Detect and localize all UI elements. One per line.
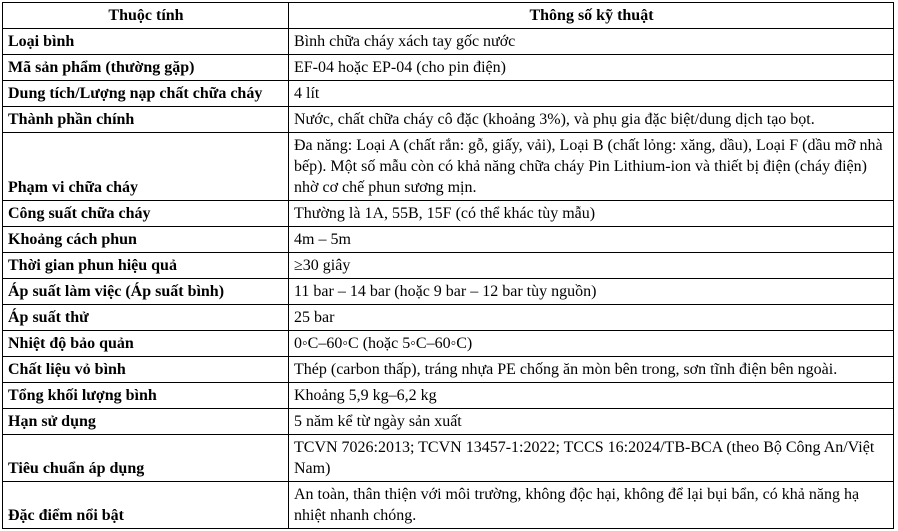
table-row: [3, 107, 894, 133]
row-label: Chất liệu vỏ bình: [3, 357, 289, 383]
row-label: Phạm vi chữa cháy: [3, 133, 289, 201]
table-row: [3, 201, 894, 227]
table-row: [3, 357, 894, 383]
row-value: EF-04 hoặc EP-04 (cho pin điện): [289, 55, 894, 81]
table-row: [3, 435, 894, 482]
row-label: Tiêu chuẩn áp dụng: [3, 435, 289, 482]
table-row: [3, 383, 894, 409]
row-value: ≥30 giây: [289, 253, 894, 279]
table-row: [3, 279, 894, 305]
row-label: Thành phần chính: [3, 107, 289, 133]
row-value: Thép (carbon thấp), tráng nhựa PE chống ăn mòn bên trong, sơn tĩnh điện bên ngoài.: [289, 357, 894, 383]
row-label: Khoảng cách phun: [3, 227, 289, 253]
table-row: [3, 331, 894, 357]
row-label: Thời gian phun hiệu quả: [3, 253, 289, 279]
table-row: [3, 409, 894, 435]
row-label: Đặc điểm nổi bật: [3, 482, 289, 529]
row-label: Loại bình: [3, 29, 289, 55]
row-value: 5 năm kể từ ngày sản xuất: [289, 409, 894, 435]
table-row: [3, 305, 894, 331]
row-label: Mã sản phẩm (thường gặp): [3, 55, 289, 81]
row-value: 4 lít: [289, 81, 894, 107]
row-value: An toàn, thân thiện với môi trường, không độc hại, không để lại bụi bẩn, có khả năng hạ nhiệt nhanh chóng.: [289, 482, 894, 529]
table-row: [3, 133, 894, 201]
row-value: 0◦C–60◦C (hoặc 5◦C–60◦C): [289, 331, 894, 357]
row-label: Tổng khối lượng bình: [3, 383, 289, 409]
row-value: TCVN 7026:2013; TCVN 13457-1:2022; TCCS 16:2024/TB-BCA (theo Bộ Công An/Việt Nam): [289, 435, 894, 482]
specs-table: [2, 2, 894, 529]
column-header-attribute: Thuộc tính: [3, 3, 289, 29]
table-header-row: [3, 3, 894, 29]
column-header-specs: Thông số kỹ thuật: [289, 3, 894, 29]
row-value: Bình chữa cháy xách tay gốc nước: [289, 29, 894, 55]
row-value: Đa năng: Loại A (chất rắn: gỗ, giấy, vải), Loại B (chất lỏng: xăng, dầu), Loại F (dầu mỡ nhà bếp). Một số mẫu còn có khả năng chữa cháy Pin Lithium-ion và thiết bị điện (cháy điện) nhờ cơ chế phun sương mịn.: [289, 133, 894, 201]
row-label: Áp suất thử: [3, 305, 289, 331]
row-value: 4m – 5m: [289, 227, 894, 253]
table-row: [3, 81, 894, 107]
row-value: 25 bar: [289, 305, 894, 331]
row-label: Công suất chữa cháy: [3, 201, 289, 227]
row-value: 11 bar – 14 bar (hoặc 9 bar – 12 bar tùy nguồn): [289, 279, 894, 305]
row-value: Khoảng 5,9 kg–6,2 kg: [289, 383, 894, 409]
row-label: Áp suất làm việc (Áp suất bình): [3, 279, 289, 305]
table-row: [3, 29, 894, 55]
table-row: [3, 253, 894, 279]
row-label: Nhiệt độ bảo quản: [3, 331, 289, 357]
row-value: Nước, chất chữa cháy cô đặc (khoảng 3%), và phụ gia đặc biệt/dung dịch tạo bọt.: [289, 107, 894, 133]
table-row: [3, 55, 894, 81]
row-label: Hạn sử dụng: [3, 409, 289, 435]
table-row: [3, 482, 894, 529]
row-value: Thường là 1A, 55B, 15F (có thể khác tùy mẫu): [289, 201, 894, 227]
row-label: Dung tích/Lượng nạp chất chữa cháy: [3, 81, 289, 107]
table-row: [3, 227, 894, 253]
